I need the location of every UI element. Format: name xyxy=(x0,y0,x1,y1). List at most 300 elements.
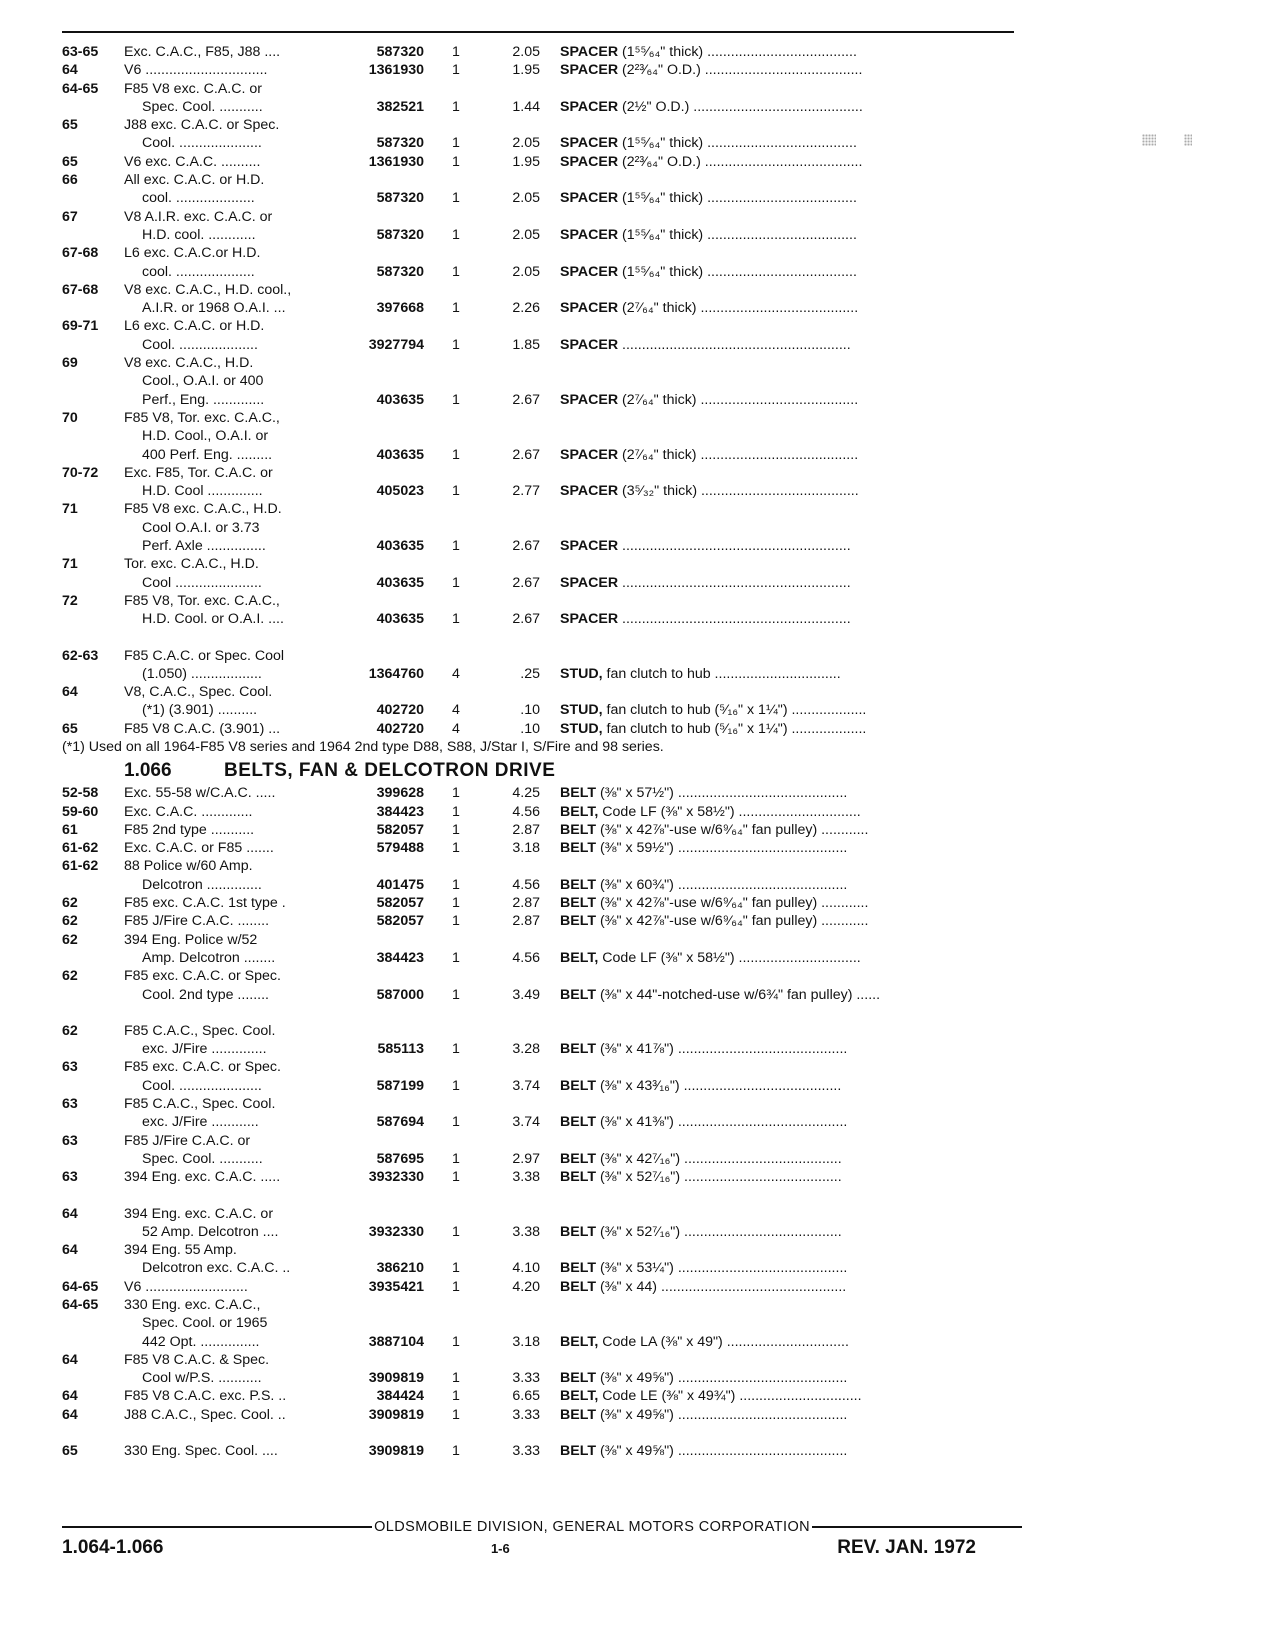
year-range: 63-65 xyxy=(62,44,99,60)
part-number: 587320 xyxy=(376,263,424,280)
part-row xyxy=(62,98,1022,116)
part-number: 3927794 xyxy=(368,336,424,353)
part-row xyxy=(62,281,1022,299)
part-row xyxy=(62,1333,1022,1351)
quantity: 1 xyxy=(452,1388,460,1405)
part-number: 579488 xyxy=(376,840,424,857)
description xyxy=(540,98,1022,116)
application: V8 exc. C.A.C., H.D. cool., xyxy=(124,281,292,298)
part-row xyxy=(62,80,1022,98)
price: 2.87 xyxy=(512,895,540,912)
quantity: 1 xyxy=(452,1260,460,1277)
year-range: 64 xyxy=(62,684,78,701)
part-number: 587000 xyxy=(376,986,424,1003)
footer-rule-right xyxy=(812,1526,1022,1528)
description-detail: (⅜" x 41⅜") ........................................... xyxy=(596,1114,848,1131)
part-number: 585113 xyxy=(377,1041,424,1058)
year-range: 61-62 xyxy=(62,858,99,875)
description xyxy=(540,482,1022,500)
part-number: 3932330 xyxy=(368,1223,424,1240)
description xyxy=(540,1333,1022,1351)
part-row xyxy=(62,43,1022,61)
description-detail: (⅜" x 60¾") ........................................... xyxy=(596,876,848,893)
year-range: 61-62 xyxy=(62,840,99,857)
application: Cool., O.A.I. or 400 xyxy=(142,373,264,390)
description-detail: .......................................................... xyxy=(618,611,851,628)
application: Cool O.A.I. or 3.73 xyxy=(142,519,260,536)
footer-bottom xyxy=(62,1537,1022,1559)
blank-row xyxy=(62,629,1022,647)
part-row xyxy=(62,1205,1022,1223)
part-row xyxy=(62,574,1022,592)
description-detail: (2²³⁄₆₄" O.D.) ........................................ xyxy=(618,153,863,170)
application: F85 J/Fire C.A.C. ........ xyxy=(124,913,270,930)
part-row xyxy=(62,263,1022,281)
price: .10 xyxy=(520,702,540,719)
description-detail: (⅜" x 57½") ........................................... xyxy=(596,785,848,802)
quantity: 1 xyxy=(452,1077,460,1094)
application: cool. .................... xyxy=(142,190,255,207)
part-row xyxy=(62,372,1022,390)
price: 2.67 xyxy=(512,611,540,628)
part-row xyxy=(62,446,1022,464)
application: 394 Eng. exc. C.A.C. or xyxy=(124,1205,274,1222)
spacer-stud-list xyxy=(62,43,1022,738)
description-head: BELT xyxy=(560,913,596,930)
part-number: 399628 xyxy=(376,785,424,802)
price: 3.38 xyxy=(512,1223,540,1240)
application: L6 exc. C.A.C. or H.D. xyxy=(124,318,265,335)
description-detail: (⅜" x 44"-notched-use w/6¾" fan pulley) ...... xyxy=(596,986,881,1003)
quantity: 1 xyxy=(452,1169,460,1186)
description-detail: (2⁷⁄₆₄" thick) ........................................ xyxy=(618,446,859,463)
application: 330 Eng. exc. C.A.C., xyxy=(124,1297,261,1313)
year-range: 63 xyxy=(62,1096,78,1113)
application: Cool. ..................... xyxy=(142,1077,262,1094)
description-detail: (⅜" x 42⁷⁄₁₆") ........................................ xyxy=(596,1150,842,1167)
application: All exc. C.A.C. or H.D. xyxy=(124,172,265,189)
application: (1.050) .................. xyxy=(142,665,262,682)
part-row xyxy=(62,464,1022,482)
year-range: 65 xyxy=(62,1443,78,1460)
part-row xyxy=(62,1113,1022,1131)
application: V6 exc. C.A.C. .......... xyxy=(124,153,261,170)
part-number: 587199 xyxy=(376,1077,424,1094)
description-detail: Code LF (⅜" x 58½") ............................... xyxy=(598,803,861,820)
description xyxy=(540,574,1022,592)
description-detail: .......................................................... xyxy=(618,538,851,555)
year-range: 64 xyxy=(62,1388,78,1405)
part-row xyxy=(62,354,1022,372)
application: F85 C.A.C., Spec. Cool. xyxy=(124,1096,276,1113)
part-row xyxy=(62,894,1022,912)
description-detail: (⅜" x 49⅝") ........................................... xyxy=(596,1443,848,1460)
description-head: BELT xyxy=(560,785,596,802)
quantity: 1 xyxy=(452,1114,460,1131)
description-detail: (1⁵⁵⁄₆₄" thick) ...................................... xyxy=(618,190,857,207)
description-head: SPACER xyxy=(560,574,619,591)
description xyxy=(540,821,1022,839)
year-range: 63 xyxy=(62,1132,78,1149)
application: F85 exc. C.A.C. 1st type . xyxy=(124,895,286,912)
price: 4.56 xyxy=(512,876,540,893)
quantity: 1 xyxy=(452,190,460,207)
description xyxy=(540,784,1022,802)
description-detail: (⅜" x 59½") ........................................... xyxy=(596,840,848,857)
part-row xyxy=(62,537,1022,555)
description-detail: (⅜" x 44) ............................................... xyxy=(596,1278,847,1295)
footer-rule-left xyxy=(62,1526,372,1528)
part-row xyxy=(62,1351,1022,1369)
description-head: SPACER xyxy=(560,263,619,280)
description xyxy=(540,1387,1022,1405)
quantity: 1 xyxy=(452,949,460,966)
application: F85 V8, Tor. exc. C.A.C., xyxy=(124,592,280,609)
part-number: 587320 xyxy=(376,44,424,60)
part-row xyxy=(62,1278,1022,1296)
year-range: 65 xyxy=(62,153,78,170)
year-range: 52-58 xyxy=(62,785,99,802)
application: exc. J/Fire .............. xyxy=(142,1041,267,1058)
price: 1.44 xyxy=(512,98,540,115)
description-head: BELT xyxy=(560,1150,596,1167)
application: L6 exc. C.A.C.or H.D. xyxy=(124,245,261,262)
quantity: 1 xyxy=(452,226,460,243)
quantity: 1 xyxy=(452,1150,460,1167)
part-number: 1361930 xyxy=(368,153,424,170)
part-row xyxy=(62,967,1022,985)
part-row xyxy=(62,986,1022,1004)
application: Exc. C.A.C. or F85 ....... xyxy=(124,840,274,857)
description-detail: Code LE (⅜" x 49¾") ............................... xyxy=(598,1388,862,1405)
price: 1.85 xyxy=(512,336,540,353)
description xyxy=(540,1259,1022,1277)
quantity: 1 xyxy=(452,446,460,463)
description-detail: .......................................................... xyxy=(618,574,851,591)
quantity: 1 xyxy=(452,986,460,1003)
application: 400 Perf. Eng. ......... xyxy=(142,446,273,463)
part-row xyxy=(62,1223,1022,1241)
description-head: BELT, xyxy=(560,803,599,820)
quantity: 1 xyxy=(452,538,460,555)
part-row xyxy=(62,949,1022,967)
part-row xyxy=(62,336,1022,354)
price: 3.33 xyxy=(512,1370,540,1387)
quantity: 1 xyxy=(452,821,460,838)
description xyxy=(540,537,1022,555)
description-detail: (2½" O.D.) ........................................... xyxy=(618,98,863,115)
description-head: BELT xyxy=(560,986,596,1003)
year-range: 64 xyxy=(62,62,78,79)
application: F85 V8 exc. C.A.C. or xyxy=(124,80,262,97)
application: H.D. Cool .............. xyxy=(142,483,263,500)
quantity: 4 xyxy=(452,720,460,737)
part-number: 3909819 xyxy=(368,1406,424,1423)
part-number: 1361930 xyxy=(368,62,424,79)
description-detail: (⅜" x 52⁷⁄₁₆") ........................................ xyxy=(596,1223,842,1240)
part-row xyxy=(62,317,1022,335)
price: .10 xyxy=(520,720,540,737)
quantity: 1 xyxy=(452,1041,460,1058)
description-head: STUD, xyxy=(560,702,603,719)
description-head: BELT xyxy=(560,1370,596,1387)
part-row xyxy=(62,391,1022,409)
description-detail: (⅜" x 41⅞") ........................................... xyxy=(596,1041,848,1058)
application: J88 exc. C.A.C. or Spec. xyxy=(124,117,280,134)
description xyxy=(540,1168,1022,1186)
application: Exc. 55-58 w/C.A.C. ..... xyxy=(124,785,276,802)
quantity: 1 xyxy=(452,135,460,152)
description-detail: fan clutch to hub (⁵⁄₁₆" x 1¼") ................... xyxy=(602,720,867,737)
blank-row xyxy=(62,1187,1022,1205)
price: 2.67 xyxy=(512,446,540,463)
part-row xyxy=(62,171,1022,189)
part-number: 403635 xyxy=(376,538,424,555)
application: Exc. F85, Tor. C.A.C. or xyxy=(124,464,273,481)
part-row xyxy=(62,857,1022,875)
application: V8 exc. C.A.C., H.D. xyxy=(124,355,254,372)
application: Spec. Cool. or 1965 xyxy=(142,1315,268,1332)
part-number: 403635 xyxy=(376,574,424,591)
description-detail: .......................................................... xyxy=(618,336,851,353)
price: 3.49 xyxy=(512,986,540,1003)
description-head: SPACER xyxy=(560,300,619,317)
description-head: SPACER xyxy=(560,62,619,79)
description-head: SPACER xyxy=(560,98,619,115)
description xyxy=(540,720,1022,738)
quantity: 1 xyxy=(452,153,460,170)
description-head: SPACER xyxy=(560,446,619,463)
quantity: 1 xyxy=(452,1333,460,1350)
corp-line xyxy=(62,1519,1022,1535)
price: 2.87 xyxy=(512,913,540,930)
part-row xyxy=(62,519,1022,537)
description-head: BELT, xyxy=(560,949,599,966)
description xyxy=(540,894,1022,912)
description-detail: (2²³⁄₆₄" O.D.) ........................................ xyxy=(618,62,863,79)
year-range: 72 xyxy=(62,592,78,609)
description-head: BELT xyxy=(560,1260,596,1277)
year-range: 62 xyxy=(62,895,78,912)
application: V8, C.A.C., Spec. Cool. xyxy=(124,684,273,701)
description xyxy=(540,1223,1022,1241)
application: 394 Eng. Police w/52 xyxy=(124,931,258,948)
price: 3.33 xyxy=(512,1443,540,1460)
application: Cool. ..................... xyxy=(142,135,262,152)
description-head: BELT xyxy=(560,821,596,838)
price: 3.18 xyxy=(512,1333,540,1350)
top-rule xyxy=(62,31,1014,33)
part-number: 384424 xyxy=(376,1388,424,1405)
description-head: SPACER xyxy=(560,190,619,207)
part-row xyxy=(62,1022,1022,1040)
description-head: SPACER xyxy=(560,44,619,60)
part-number: 402720 xyxy=(376,720,424,737)
application: F85 J/Fire C.A.C. or xyxy=(124,1132,251,1149)
description xyxy=(540,1442,1022,1460)
description xyxy=(540,1113,1022,1131)
description xyxy=(540,1150,1022,1168)
description-head: SPACER xyxy=(560,153,619,170)
part-number: 384423 xyxy=(376,949,424,966)
price: 3.33 xyxy=(512,1406,540,1423)
quantity: 4 xyxy=(452,702,460,719)
parts-list xyxy=(62,43,1022,1460)
description-detail: (1⁵⁵⁄₆₄" thick) ...................................... xyxy=(618,135,857,152)
description xyxy=(540,665,1022,683)
application: H.D. Cool. or O.A.I. .... xyxy=(142,611,284,628)
year-range: 64 xyxy=(62,1242,78,1259)
price: 4.10 xyxy=(512,1260,540,1277)
quantity: 1 xyxy=(452,483,460,500)
description-head: SPACER xyxy=(560,483,619,500)
application: Amp. Delcotron ........ xyxy=(142,949,276,966)
part-row xyxy=(62,592,1022,610)
part-row xyxy=(62,1040,1022,1058)
description-head: BELT xyxy=(560,1406,596,1423)
application: Exc. C.A.C. ............. xyxy=(124,803,253,820)
part-number: 3909819 xyxy=(368,1443,424,1460)
part-row xyxy=(62,482,1022,500)
price: .25 xyxy=(520,665,540,682)
description xyxy=(540,226,1022,244)
description-head: BELT xyxy=(560,1041,596,1058)
price: 2.05 xyxy=(512,44,540,60)
belt-list xyxy=(62,784,1022,1460)
price: 4.25 xyxy=(512,785,540,802)
description xyxy=(540,876,1022,894)
description xyxy=(540,391,1022,409)
part-number: 384423 xyxy=(376,803,424,820)
part-row xyxy=(62,153,1022,171)
page-number: 1-6 xyxy=(490,1541,510,1556)
corporation-name: OLDSMOBILE DIVISION, GENERAL MOTORS CORPORATION xyxy=(374,1519,810,1535)
part-row xyxy=(62,1442,1022,1460)
description-head: BELT xyxy=(560,895,596,912)
application: Perf., Eng. ............. xyxy=(142,391,265,408)
quantity: 1 xyxy=(452,803,460,820)
description xyxy=(540,189,1022,207)
price: 3.74 xyxy=(512,1114,540,1131)
price: 2.77 xyxy=(512,483,540,500)
description-detail: fan clutch to hub (⁵⁄₁₆" x 1¼") ................... xyxy=(602,702,867,719)
price: 2.05 xyxy=(512,135,540,152)
application: F85 V8 C.A.C. exc. P.S. .. xyxy=(124,1388,287,1405)
price: 4.20 xyxy=(512,1278,540,1295)
description xyxy=(540,912,1022,930)
year-range: 67 xyxy=(62,208,78,225)
part-row xyxy=(62,226,1022,244)
description xyxy=(540,153,1022,171)
description-head: SPACER xyxy=(560,611,619,628)
part-row xyxy=(62,1259,1022,1277)
part-row xyxy=(62,784,1022,802)
application: Cool w/P.S. ........... xyxy=(142,1370,262,1387)
quantity: 1 xyxy=(452,391,460,408)
part-row xyxy=(62,1387,1022,1405)
part-number: 382521 xyxy=(376,98,424,115)
application: Spec. Cool. ........... xyxy=(142,98,263,115)
price: 6.65 xyxy=(512,1388,540,1405)
year-range: 67-68 xyxy=(62,245,99,262)
application: Tor. exc. C.A.C., H.D. xyxy=(124,556,259,573)
year-range: 64-65 xyxy=(62,1297,99,1313)
quantity: 1 xyxy=(452,1223,460,1240)
description-detail: fan clutch to hub ................................ xyxy=(602,665,841,682)
part-row xyxy=(62,821,1022,839)
description-head: BELT xyxy=(560,1223,596,1240)
quantity: 1 xyxy=(452,300,460,317)
part-row xyxy=(62,1369,1022,1387)
part-row xyxy=(62,1296,1022,1314)
part-row xyxy=(62,134,1022,152)
price: 3.28 xyxy=(512,1041,540,1058)
description-detail: (⅜" x 43³⁄₁₆") ........................................ xyxy=(596,1077,842,1094)
part-row xyxy=(62,299,1022,317)
description-head: SPACER xyxy=(560,538,619,555)
part-number: 582057 xyxy=(376,821,424,838)
description-head: SPACER xyxy=(560,391,619,408)
application: F85 V8 C.A.C. & Spec. xyxy=(124,1351,270,1368)
year-range: 61 xyxy=(62,821,78,838)
part-number: 1364760 xyxy=(368,665,424,682)
year-range: 62-63 xyxy=(62,647,99,664)
price: 2.05 xyxy=(512,226,540,243)
application: J88 C.A.C., Spec. Cool. .. xyxy=(124,1406,286,1423)
description xyxy=(540,134,1022,152)
description-detail: (2⁷⁄₆₄" thick) ........................................ xyxy=(618,300,859,317)
application: F85 2nd type ........... xyxy=(124,821,255,838)
application: cool. .................... xyxy=(142,263,255,280)
part-number: 587320 xyxy=(376,226,424,243)
description xyxy=(540,43,1022,61)
application: Exc. C.A.C., F85, J88 .... xyxy=(124,44,281,60)
part-row xyxy=(62,701,1022,719)
application: F85 V8 C.A.C. (3.901) ... xyxy=(124,720,281,737)
part-number: 582057 xyxy=(376,895,424,912)
description-head: BELT, xyxy=(560,1388,599,1405)
application: V8 A.I.R. exc. C.A.C. or xyxy=(124,208,273,225)
quantity: 1 xyxy=(452,1406,460,1423)
part-number: 403635 xyxy=(376,611,424,628)
part-number: 3932330 xyxy=(368,1169,424,1186)
application: Delcotron .............. xyxy=(142,876,262,893)
part-row xyxy=(62,1168,1022,1186)
part-row xyxy=(62,61,1022,79)
year-range: 70-72 xyxy=(62,464,99,481)
description-head: BELT xyxy=(560,1278,596,1295)
year-range: 64 xyxy=(62,1406,78,1423)
part-number: 397668 xyxy=(376,300,424,317)
application: Delcotron exc. C.A.C. .. xyxy=(142,1260,291,1277)
quantity: 1 xyxy=(452,1370,460,1387)
year-range: 69 xyxy=(62,355,78,372)
price: 3.38 xyxy=(512,1169,540,1186)
quantity: 1 xyxy=(452,62,460,79)
year-range: 64 xyxy=(62,1205,78,1222)
part-row xyxy=(62,912,1022,930)
blank-row xyxy=(62,1424,1022,1442)
application: 394 Eng. 55 Amp. xyxy=(124,1242,237,1259)
price: 4.56 xyxy=(512,803,540,820)
description xyxy=(540,803,1022,821)
description-head: STUD, xyxy=(560,665,603,682)
part-row xyxy=(62,1132,1022,1150)
part-number: 587320 xyxy=(376,190,424,207)
description xyxy=(540,839,1022,857)
description-detail: (1⁵⁵⁄₆₄" thick) ...................................... xyxy=(618,226,857,243)
application: 52 Amp. Delcotron .... xyxy=(142,1223,279,1240)
